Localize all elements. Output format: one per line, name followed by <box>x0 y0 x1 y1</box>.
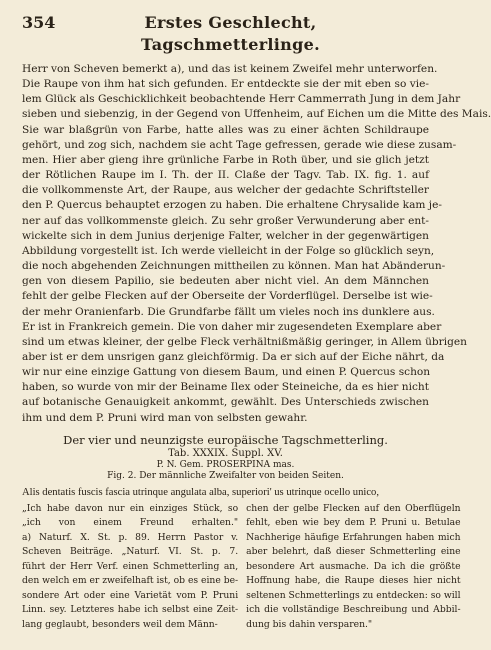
text-line: führt der Herr Verf. einen Schmetterling an, <box>22 560 239 572</box>
text-line: ihm und dem P. Pruni wird man von selbsten gewahr. <box>22 411 308 424</box>
text-line: Die Raupe von ihm hat sich gefunden. Er entdeckte sie der mit eben so vie- <box>22 78 429 91</box>
species-name: P. N. Gem. PROSERPINA mas. <box>156 459 295 470</box>
text-line: gen von diesem Papilio, sie bedeuten aber nicht viel. An dem Männchen <box>22 275 429 288</box>
text-line: wir nur eine einzige Gattung von diesem Baum, und einen P. Quercus schon <box>22 366 431 379</box>
text-line: Hoffnung habe, die Raupe dieses hier nicht <box>246 575 461 587</box>
text-line: fehlt der gelbe Flecken auf der Oberseite der Vorderflügel. Derselbe ist wie- <box>22 290 433 303</box>
footnotes-right-column <box>246 502 460 633</box>
text-line: Herr von Scheven bemerkt a), und das ist keinem Zweifel mehr unterworfen. <box>22 63 438 75</box>
text-line: Scheven Beiträge. „Naturf. VI. St. p. 7. <box>22 546 239 558</box>
text-line: gehört, und zog sich, nachdem sie acht Tage gefressen, gerade wie diese zusam- <box>22 138 457 151</box>
text-line: sind um etwas kleiner, der gelbe Fleck verhältnißmäßig geringer, in Allem übrigen <box>22 335 467 348</box>
text-line: aber ist er dem unsrigen ganz gleichförmig. Da er sich auf der Eiche nährt, da <box>22 350 445 363</box>
text-line: „ich von einem Freund erhalten." <box>22 517 239 529</box>
text-line: Sie war blaßgrün von Farbe, hatte alles was zu einer ächten Schildraupe <box>22 123 429 136</box>
text-line: „Ich habe davon nur ein einziges Stück, so <box>22 502 239 514</box>
latin-description: Alis dentatis fuscis fascia utrinque angulata alba, superiori' us utrinque ocello unico, <box>22 486 379 498</box>
text-line: haben, so wurde von mir der Beiname Ilex oder Steineiche, da es hier nicht <box>22 381 429 394</box>
text-line: sieben und siebenzig, in der Gegend von Uffenheim, auf Eichen um die Mitte des Mais. <box>22 108 491 121</box>
text-line: lem Glück als Geschicklichkeit beobachtende Herr Cammerrath Jung in dem Jahr <box>22 93 461 106</box>
text-line: Nachherige häufige Erfahrungen haben mich <box>246 531 461 543</box>
text-line: dung bis dahin versparen." <box>246 618 373 630</box>
text-line: sondere Art oder eine Varietät vom P. Pruni <box>22 589 239 601</box>
page-header <box>22 12 429 56</box>
text-line: seltenen Schmetterlings zu entdecken: so will <box>246 589 461 601</box>
main-text <box>22 62 491 426</box>
text-line: den welch em er zweifelhaft ist, ob es eine be- <box>22 575 239 587</box>
text-line: men. Hier aber gieng ihre grünliche Farbe in Roth über, und sie glich jetzt <box>22 153 429 166</box>
footnotes <box>22 502 461 633</box>
text-line: chen der gelbe Flecken auf den Oberflügeln <box>246 502 461 514</box>
text-line: die noch abgehenden Zeichnungen mittheilen zu können. Man hat Abänderun- <box>22 260 446 273</box>
text-line: Er ist in Frankreich gemein. Die von daher mir zugesendeten Exemplare aber <box>22 320 442 333</box>
figure-caption: Fig. 2. Der männliche Zweifalter von beiden Seiten. <box>107 470 344 481</box>
text-line: Linn. sey. Letzteres habe ich selbst eine Zeit- <box>22 604 239 616</box>
page-number: 354 <box>22 13 56 32</box>
text-line: der mehr Oranienfarb. Die Grundfarbe fällt um vieles noch ins dunklere aus. <box>22 305 435 318</box>
text-line: Abbildung vorgestellt ist. Ich werde vielleicht in der Folge so glücklich seyn, <box>22 244 435 257</box>
text-line: den P. Quercus behauptet erzogen zu haben. Die erhaltene Chrysalide kam je- <box>22 199 442 212</box>
footnotes-left-column <box>22 502 238 633</box>
text-line: a) Naturf. X. St. p. 89. Herrn Pastor v. <box>22 531 239 543</box>
text-line: fehlt, eben wie bey dem P. Pruni u. Betulae <box>246 517 461 529</box>
text-line: ner auf das vollkommenste gleich. Zu sehr großer Verwunderung aber ent- <box>22 214 429 227</box>
text-line: aber belehrt, daß dieser Schmetterling eine <box>246 546 461 558</box>
text-line: lang geglaubt, besonders weil dem Männ- <box>22 618 218 630</box>
plate-reference: Tab. XXXIX. Suppl. XV. <box>168 447 283 459</box>
text-line: ich die vollständige Beschreibung und Abbil- <box>246 604 461 616</box>
section-title: Der vier und neunzigste europäische Tagschmetterling. <box>63 432 388 447</box>
text-line: auf botanische Genauigkeit ankommt, gewählt. Des Unterschieds zwischen <box>22 396 429 409</box>
text-line: die vollkommenste Art, der Raupe, aus welcher der gedachte Schriftsteller <box>22 184 429 197</box>
text-line: besondere Art ausmache. Da ich die größte <box>246 560 461 572</box>
text-line: wickelte sich in dem Junius derjenige Falter, welcher in der gegenwärtigen <box>22 229 429 242</box>
text-line: der Rötlichen Raupe im I. Th. der II. Claße der Tagv. Tab. IX. fig. 1. auf <box>22 169 429 182</box>
running-title: Erstes Geschlecht, Tagschmetterlinge. <box>141 13 320 54</box>
